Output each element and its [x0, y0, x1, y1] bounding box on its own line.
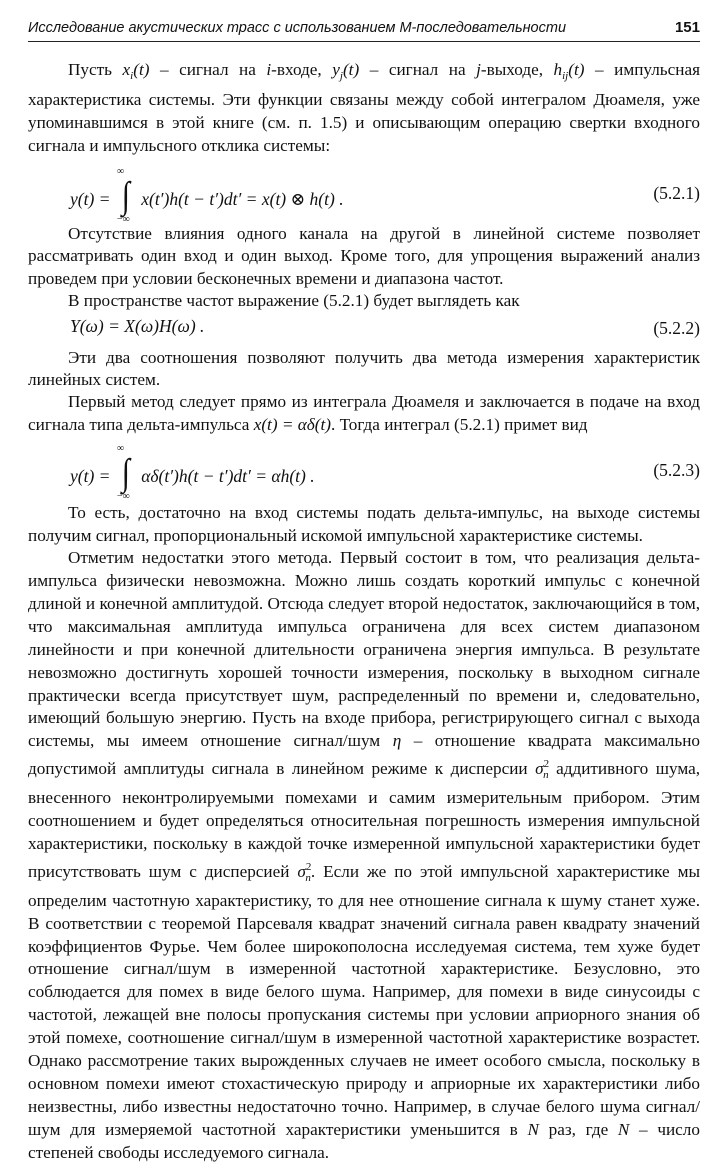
y-j-symbol: $y_j(t)$: [332, 60, 360, 82]
page-body: [28, 55, 700, 1165]
equation-5-2-3: y(t) = ∞ ∫ −∞ αδ(t′)h(t − t′)dt′ = αh(t) . (5.2.3): [70, 443, 700, 503]
integral-sign: ∞ ∫ −∞: [116, 166, 130, 225]
delta-input-formula: x(t) = αδ(t): [253, 414, 331, 434]
equation-number: (5.2.2): [653, 317, 700, 338]
paragraph-7: Отметим недостатки этого метода. Первый состоит в том, что реализация дельта-импульса физически невозможна. Можно лишь создать короткий импульс с конечной длиной и конечной амплитудой. Отсюда следует второй недостаток, заключающийся в том, что максимальная амплитуда импульса ограничена для всех систем диапазоном линейности и при конечной длительности ограничена энергия импульса. В результате невозможно достигнуть хорошей точности измерения, поскольку в выходном сигнале практически всегда присутствует шум, распределенный по времени и, следовательно, имеющий большую энергию. Пусть на входе прибора, регистрирующего сигнал с выхода системы, мы имеем отношение сигнал/шум η – отношение квадрата максимально допустимой амплитуды сигнала в линейном режиме к дисперсии $\sigma^2_n$ аддитивного шума, внесенного неконтролируемыми помехами и самим измерительным прибором. Этим соотношением и будет определяться относительная погрешность измерения импульсной характеристики, поскольку в каждой точке измеренной импульсной характеристики будет присутствовать шум с дисперсией $\sigma^2_n$. Если же по этой импульсной характеристике мы определим частотную характеристику, то для нее отношение сигнала к шуму станет хуже. В соответствии с теоремой Парсеваля квадрат значений сигнала равен квадрату значений коэффициентов Фурье. Чем более широкополосна исследуемая система, тем хуже будет отношение сигнал/шум в измеренной частотной характеристике. Безусловно, это соблюдается для помех в виде белого шума. Например, для помехи в виде синусоиды с частотой, лежащей вне полосы пропускания системы при условии априорного знания об этой помехе, соотношение сигнал/шум в измеренной частотной характеристике возрастет. Однако рассмотрение таких вырожденных случаев не имеет особого смысла, поскольку в основном помехи имеют стохастическую природу и априорные их характеристики либо неизвестны, либо известны недостаточно точно. Например, в случае белого шума сигнал/шум для измеряемой частотной характеристики уменьшится в N раз, где N – число степеней свободы исследуемого сигнала.: [28, 548, 701, 1162]
running-header: [28, 15, 700, 42]
x-i-symbol: $x_i(t)$: [122, 60, 150, 82]
page-number: 151: [674, 19, 700, 36]
sigma-n-squared: $\sigma^2_n$: [535, 758, 550, 782]
paragraph-1: Пусть $x_i(t)$ – сигнал на i-входе, $y_j(t)$ – сигнал на j-выходе, $h_{ij}(t)$ – импульсная характеристика системы. Эти функции связаны между собой интегралом Дюамеля, уже упоминавшимся в этой книге (см. п. 1.5) и описывающим операцию свертки входного сигнала и импульсного отклика системы:: [28, 60, 701, 155]
sigma-n-squared: $\sigma^2_n$: [297, 860, 312, 884]
paragraph-4: Эти два соотношения позволяют получить два метода измерения характеристик линейных систем.: [28, 347, 700, 390]
paragraph-5: Первый метод следует прямо из интеграла Дюамеля и заключается в подаче на вход сигнала типа дельта-импульса x(t) = αδ(t). Тогда интеграл (5.2.1) примет вид: [28, 392, 700, 434]
h-ij-symbol: $h_{ij}(t)$: [553, 60, 585, 82]
paragraph-2: Отсутствие влияния одного канала на другой в линейной системе позволяет рассматривать один вход и один выход. Кроме того, для упрощения выражений анализ проведем при условии бесконечных времени и диапазона частот.: [28, 224, 700, 288]
eta-symbol: η: [392, 731, 402, 751]
running-title: Исследование акустических трасс с использованием М-последовательности: [28, 20, 567, 36]
equation-number: (5.2.1): [653, 183, 700, 203]
paragraph-3: В пространстве частот выражение (5.2.1) будет выглядеть как: [68, 291, 520, 311]
paragraph-6: То есть, достаточно на вход системы подать дельта-импульс, на выходе системы получим сигнал, пропорциональный искомой импульсной характеристике системы.: [28, 503, 700, 545]
equation-5-2-1: y(t) = ∞ ∫ −∞ x(t′)h(t − t′)dt′ = x(t) ⊗ h(t) . (5.2.1): [70, 166, 700, 225]
integral-sign: ∞ ∫ −∞: [116, 443, 130, 503]
equation-number: (5.2.3): [653, 460, 700, 481]
equation-5-2-2: Y(ω) = X(ω)H(ω) . (5.2.2): [70, 315, 700, 338]
